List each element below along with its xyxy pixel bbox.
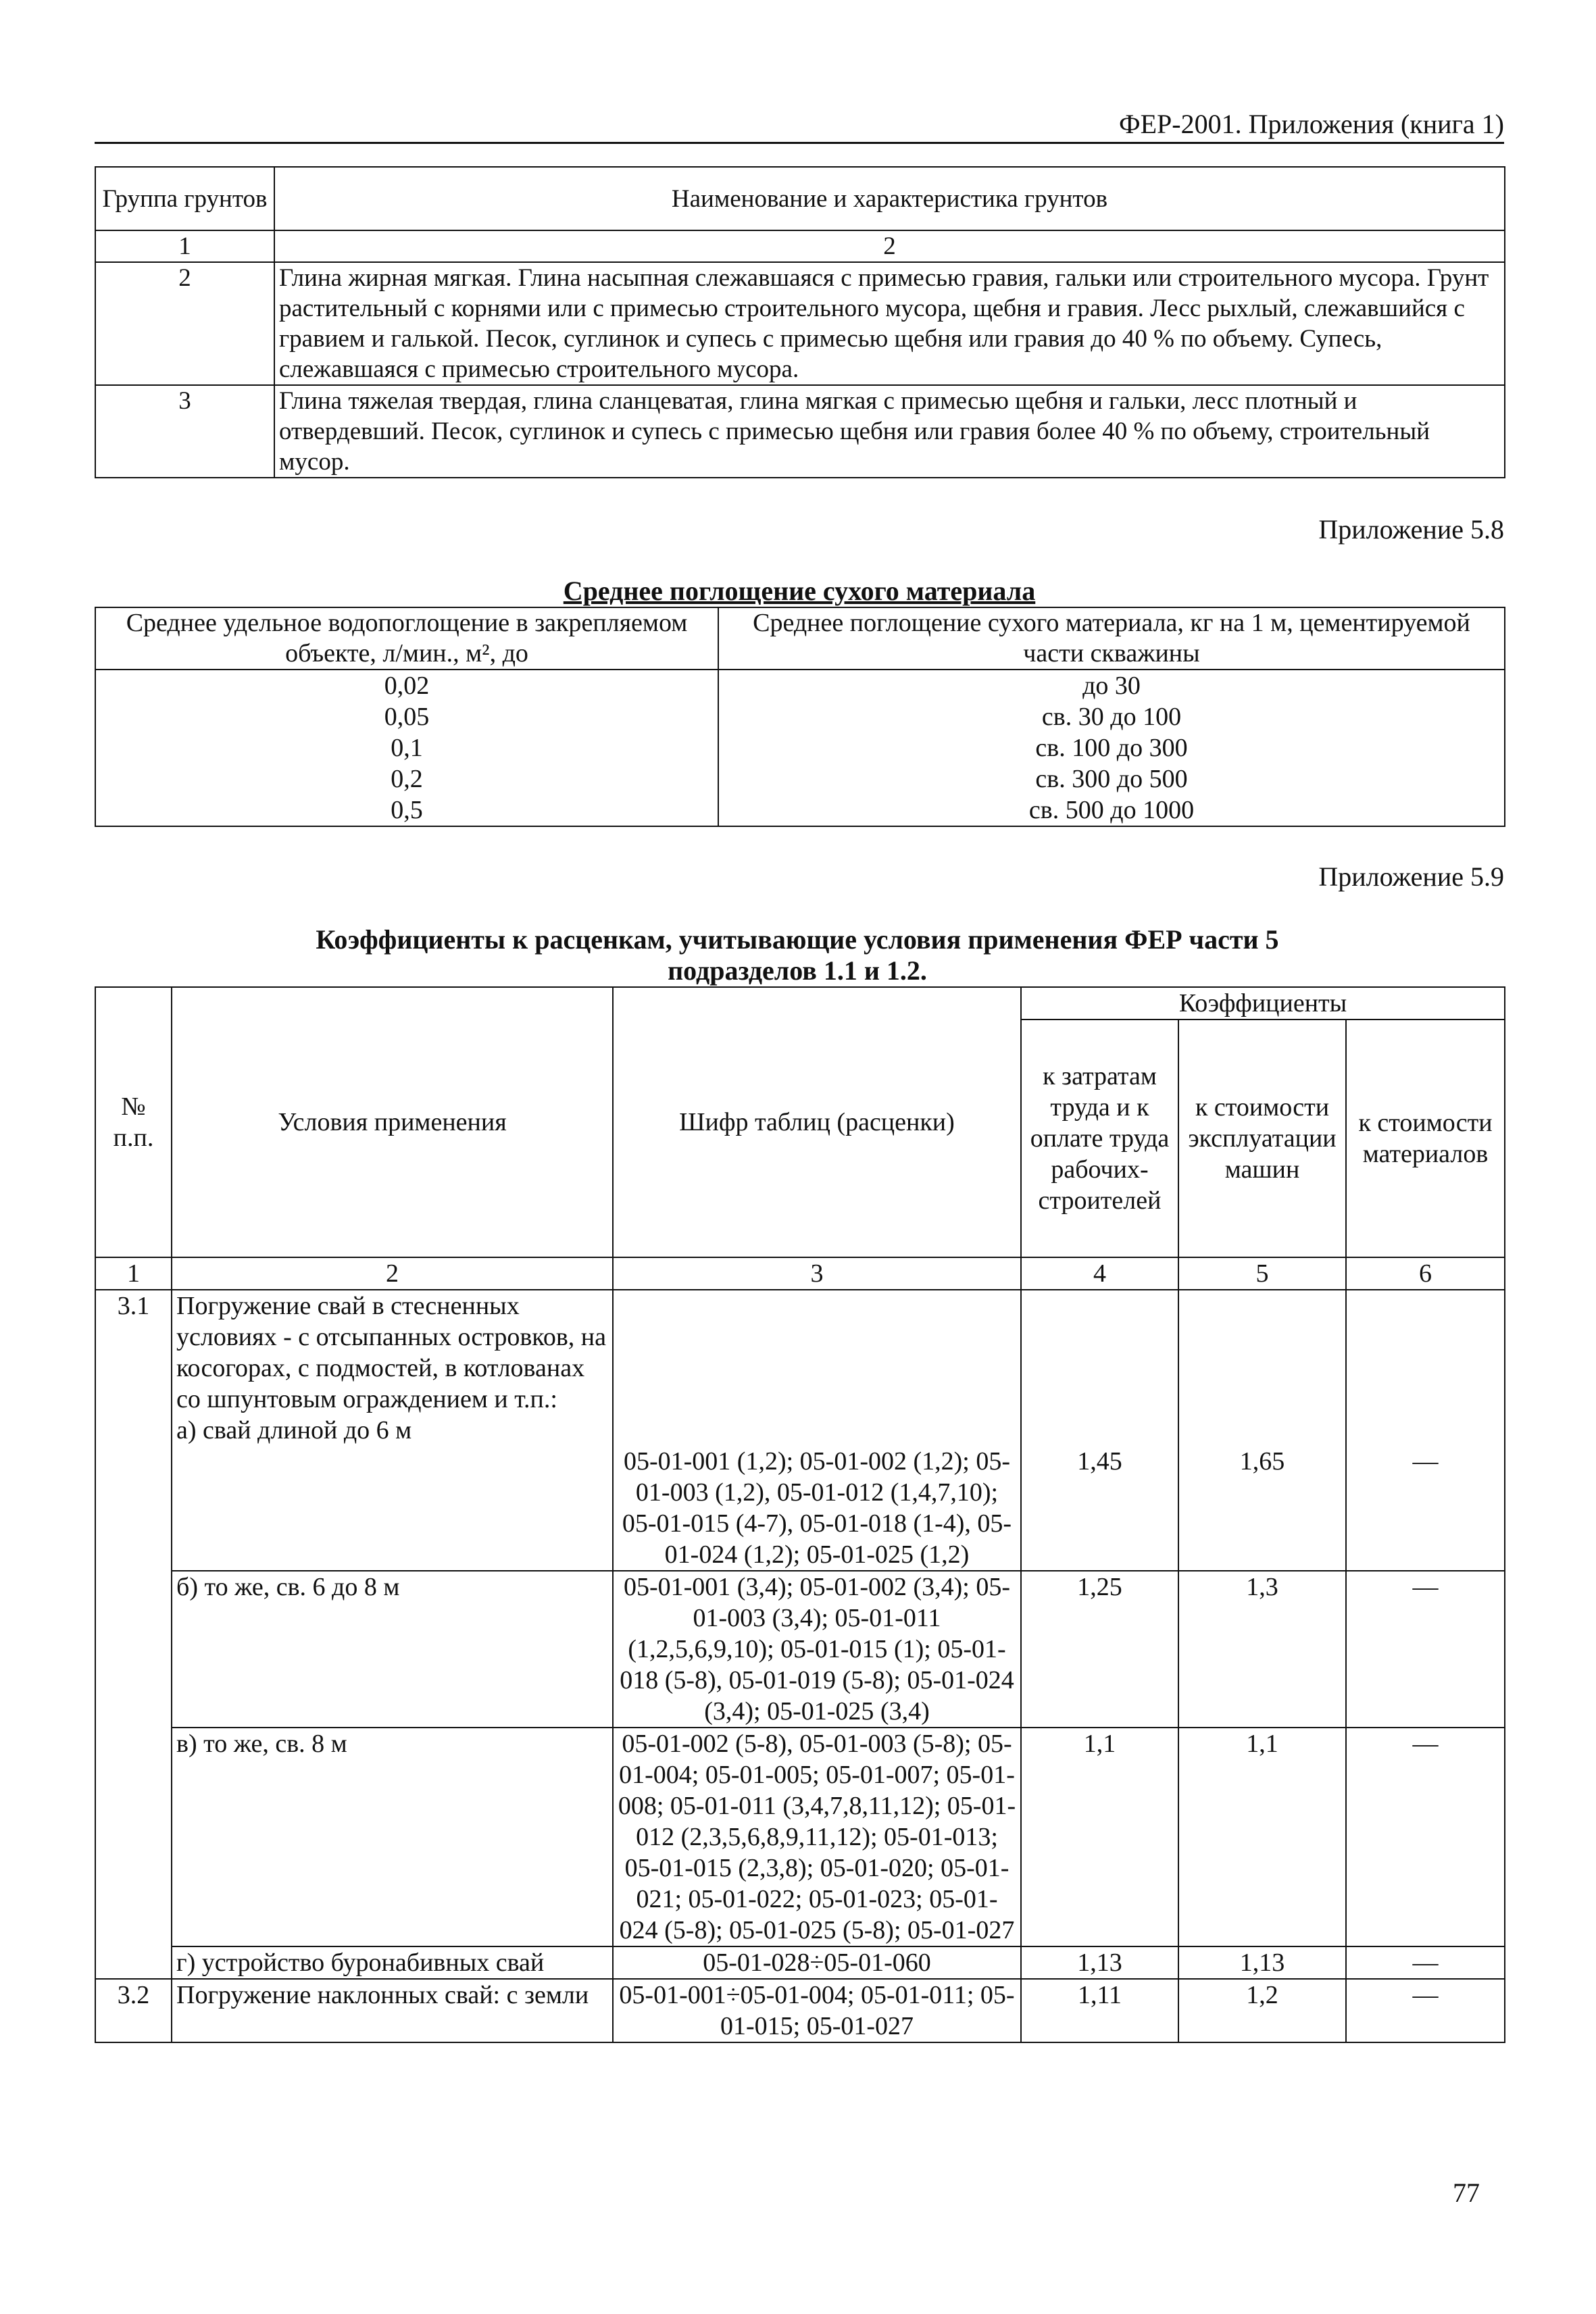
coef-codes-cell: 05-01-028÷05-01-060 bbox=[613, 1946, 1021, 1979]
appendix-5-9-label: Приложение 5.9 bbox=[1318, 861, 1504, 892]
coef-codes-cell: 05-01-001 (3,4); 05-01-002 (3,4); 05-01-003 (3,4); 05-01-011 (1,2,5,6,9,10); 05-01-015 (1); 05-01-018 (5-8), 05-01-019 (5-8); 05-01-024 (3,4); 05-01-025 (3,4) bbox=[613, 1571, 1021, 1728]
coef-materials-cell bbox=[1346, 1290, 1505, 1571]
dry-material-absorption-table bbox=[95, 607, 1505, 827]
table-row bbox=[95, 670, 1505, 701]
absorb-material-cell: св. 30 до 100 bbox=[718, 701, 1505, 732]
table-row bbox=[95, 732, 1505, 763]
absorb-material-cell: св. 500 до 1000 bbox=[718, 795, 1505, 826]
coef-colnum-2: 2 bbox=[172, 1257, 613, 1290]
coef-header-machines: к стоимости эксплуатации машин bbox=[1178, 1020, 1346, 1257]
soil-colnum-1: 1 bbox=[95, 230, 274, 262]
coef-machines-value: 1,1 bbox=[1178, 1728, 1346, 1946]
coef-colnum-3: 3 bbox=[613, 1257, 1021, 1290]
coef-header-codes: Шифр таблиц (расценки) bbox=[613, 987, 1021, 1257]
coef-colnum-5: 5 bbox=[1178, 1257, 1346, 1290]
table-row bbox=[95, 763, 1505, 795]
table-row bbox=[95, 1290, 1505, 1571]
coef-codes-text: 05-01-001 (1,2); 05-01-002 (1,2); 05-01-003 (1,2), 05-01-012 (1,4,7,10); 05-01-015 (4-7), 05-01-018 (1-4), 05-01-024 (1,2); 05-01-025 (1,2) bbox=[622, 1447, 1012, 1569]
table-row bbox=[95, 1728, 1505, 1946]
soil-group-cell: 3 bbox=[95, 385, 274, 478]
coef-condition-item: б) то же, св. 6 до 8 м bbox=[172, 1571, 613, 1728]
coef-machines-value: 1,3 bbox=[1178, 1571, 1346, 1728]
coef-machines-value: 1,2 bbox=[1178, 1979, 1346, 2042]
coef-labor-value: 1,11 bbox=[1021, 1979, 1178, 2042]
absorb-material-cell: св. 300 до 500 bbox=[718, 763, 1505, 795]
table-row bbox=[95, 1946, 1505, 1979]
coef-machines-value: 1,13 bbox=[1178, 1946, 1346, 1979]
absorb-water-cell: 0,1 bbox=[95, 732, 718, 763]
absorb-water-cell: 0,5 bbox=[95, 795, 718, 826]
absorb-material-cell: св. 100 до 300 bbox=[718, 732, 1505, 763]
coef-machines-cell bbox=[1178, 1290, 1346, 1571]
table-row bbox=[95, 385, 1505, 478]
appendix-5-9-title: Коэффициенты к расценкам, учитывающие условия применения ФЕР части 5 подразделов 1.1 и 1.2. bbox=[316, 924, 1279, 986]
absorb-water-cell: 0,2 bbox=[95, 763, 718, 795]
appendix-5-8-label: Приложение 5.8 bbox=[1318, 514, 1504, 545]
absorb-header-water bbox=[95, 607, 718, 670]
coef-row-num: 3.2 bbox=[95, 1979, 172, 2042]
absorb-water-cell: 0,05 bbox=[95, 701, 718, 732]
coef-codes-cell: 05-01-002 (5-8), 05-01-003 (5-8); 05-01-004; 05-01-005; 05-01-007; 05-01-008; 05-01-011 (3,4,7,8,11,12); 05-01-012 (2,3,5,6,8,9,11,12); 05-01-013; 05-01-015 (2,3,8); 05-01-020; 05-01-021; 05-01-022; 05-01-023; 05-01-024 (5-8); 05-01-025 (5-8); 05-01-027 bbox=[613, 1728, 1021, 1946]
coef-materials-value: — bbox=[1346, 1946, 1505, 1979]
soil-header-description: Наименование и характеристика грунтов bbox=[274, 167, 1505, 230]
soil-description-cell: Глина тяжелая твердая, глина сланцеватая, глина мягкая с примесью щебня и гальки, лесс плотный и отвердевший. Песок, суглинок и супесь с примесью щебня или гравия более 40 % по объему, строительный мусор. bbox=[274, 385, 1505, 478]
running-header: ФЕР-2001. Приложения (книга 1) bbox=[1119, 109, 1504, 139]
soil-group-cell: 2 bbox=[95, 262, 274, 385]
coef-colnum-4: 4 bbox=[1021, 1257, 1178, 1290]
coef-header-coefficients: Коэффициенты bbox=[1021, 987, 1505, 1020]
coef-codes-cell: 05-01-001÷05-01-004; 05-01-011; 05-01-015; 05-01-027 bbox=[613, 1979, 1021, 2042]
coef-header-labor: к затратам труда и к оплате труда рабочих-строителей bbox=[1021, 1020, 1178, 1257]
page-number: 77 bbox=[1453, 2178, 1480, 2208]
coef-condition-cell bbox=[172, 1290, 613, 1571]
coef-header-num: № п.п. bbox=[95, 987, 172, 1257]
coef-row-num: 3.1 bbox=[95, 1290, 172, 1979]
coefficients-table bbox=[95, 986, 1505, 2043]
absorb-material-cell: до 30 bbox=[718, 670, 1505, 701]
absorb-header-water-text: Среднее удельное водопоглощение в закрепляемом объекте, л/мин., м², до bbox=[126, 609, 688, 668]
coef-colnum-6: 6 bbox=[1346, 1257, 1505, 1290]
coef-materials-value: — bbox=[1346, 1571, 1505, 1728]
coef-labor-value: 1,25 bbox=[1021, 1571, 1178, 1728]
soil-description-cell: Глина жирная мягкая. Глина насыпная слежавшаяся с примесью гравия, гальки или строительного мусора. Грунт растительный с корнями или с примесью строительного мусора, щебня и гравия. Лесс рыхлый, слежавшийся с гравием и галькой. Песок, суглинок и супесь с примесью щебня или гравия до 40 % по объему. Супесь, слежавшаяся с примесью строительного мусора. bbox=[274, 262, 1505, 385]
coef-condition-item: в) то же, св. 8 м bbox=[172, 1728, 613, 1946]
absorb-water-cell: 0,02 bbox=[95, 670, 718, 701]
soil-groups-table bbox=[95, 166, 1505, 478]
coef-header-conditions: Условия применения bbox=[172, 987, 613, 1257]
coef-materials-value: — bbox=[1346, 1979, 1505, 2042]
appendix-5-8-title-text: Среднее поглощение сухого материала bbox=[563, 576, 1036, 606]
coef-materials-value: — bbox=[1412, 1447, 1439, 1476]
coef-condition-item: г) устройство буронабивных свай bbox=[172, 1946, 613, 1979]
soil-header-group: Группа грунтов bbox=[95, 167, 274, 230]
table-row bbox=[95, 262, 1505, 385]
coef-labor-value: 1,45 bbox=[1077, 1447, 1122, 1476]
table-row bbox=[95, 701, 1505, 732]
coef-colnum-1: 1 bbox=[95, 1257, 172, 1290]
soil-colnum-2: 2 bbox=[274, 230, 1505, 262]
coef-labor-cell bbox=[1021, 1290, 1178, 1571]
absorb-header-material: Среднее поглощение сухого материала, кг на 1 м, цементируемой части скважины bbox=[718, 607, 1505, 670]
coef-labor-value: 1,1 bbox=[1021, 1728, 1178, 1946]
table-row bbox=[95, 1979, 1505, 2042]
coef-labor-value: 1,13 bbox=[1021, 1946, 1178, 1979]
header-rule bbox=[95, 142, 1504, 144]
coef-condition-item: а) свай длиной до 6 м bbox=[176, 1416, 412, 1444]
table-row bbox=[95, 1571, 1505, 1728]
appendix-5-8-title bbox=[95, 576, 1504, 607]
table-row bbox=[95, 795, 1505, 826]
coef-condition-item: Погружение наклонных свай: с земли bbox=[172, 1979, 613, 2042]
coef-condition-intro: Погружение свай в стесненных условиях - с отсыпанных островков, на косогорах, с подмостей, в котлованах со шпунтовым ограждением и т.п.: bbox=[176, 1292, 606, 1413]
coef-codes-cell bbox=[613, 1290, 1021, 1571]
coef-machines-value: 1,65 bbox=[1239, 1447, 1285, 1476]
coef-materials-value: — bbox=[1346, 1728, 1505, 1946]
coef-header-materials: к стоимости материалов bbox=[1346, 1020, 1505, 1257]
